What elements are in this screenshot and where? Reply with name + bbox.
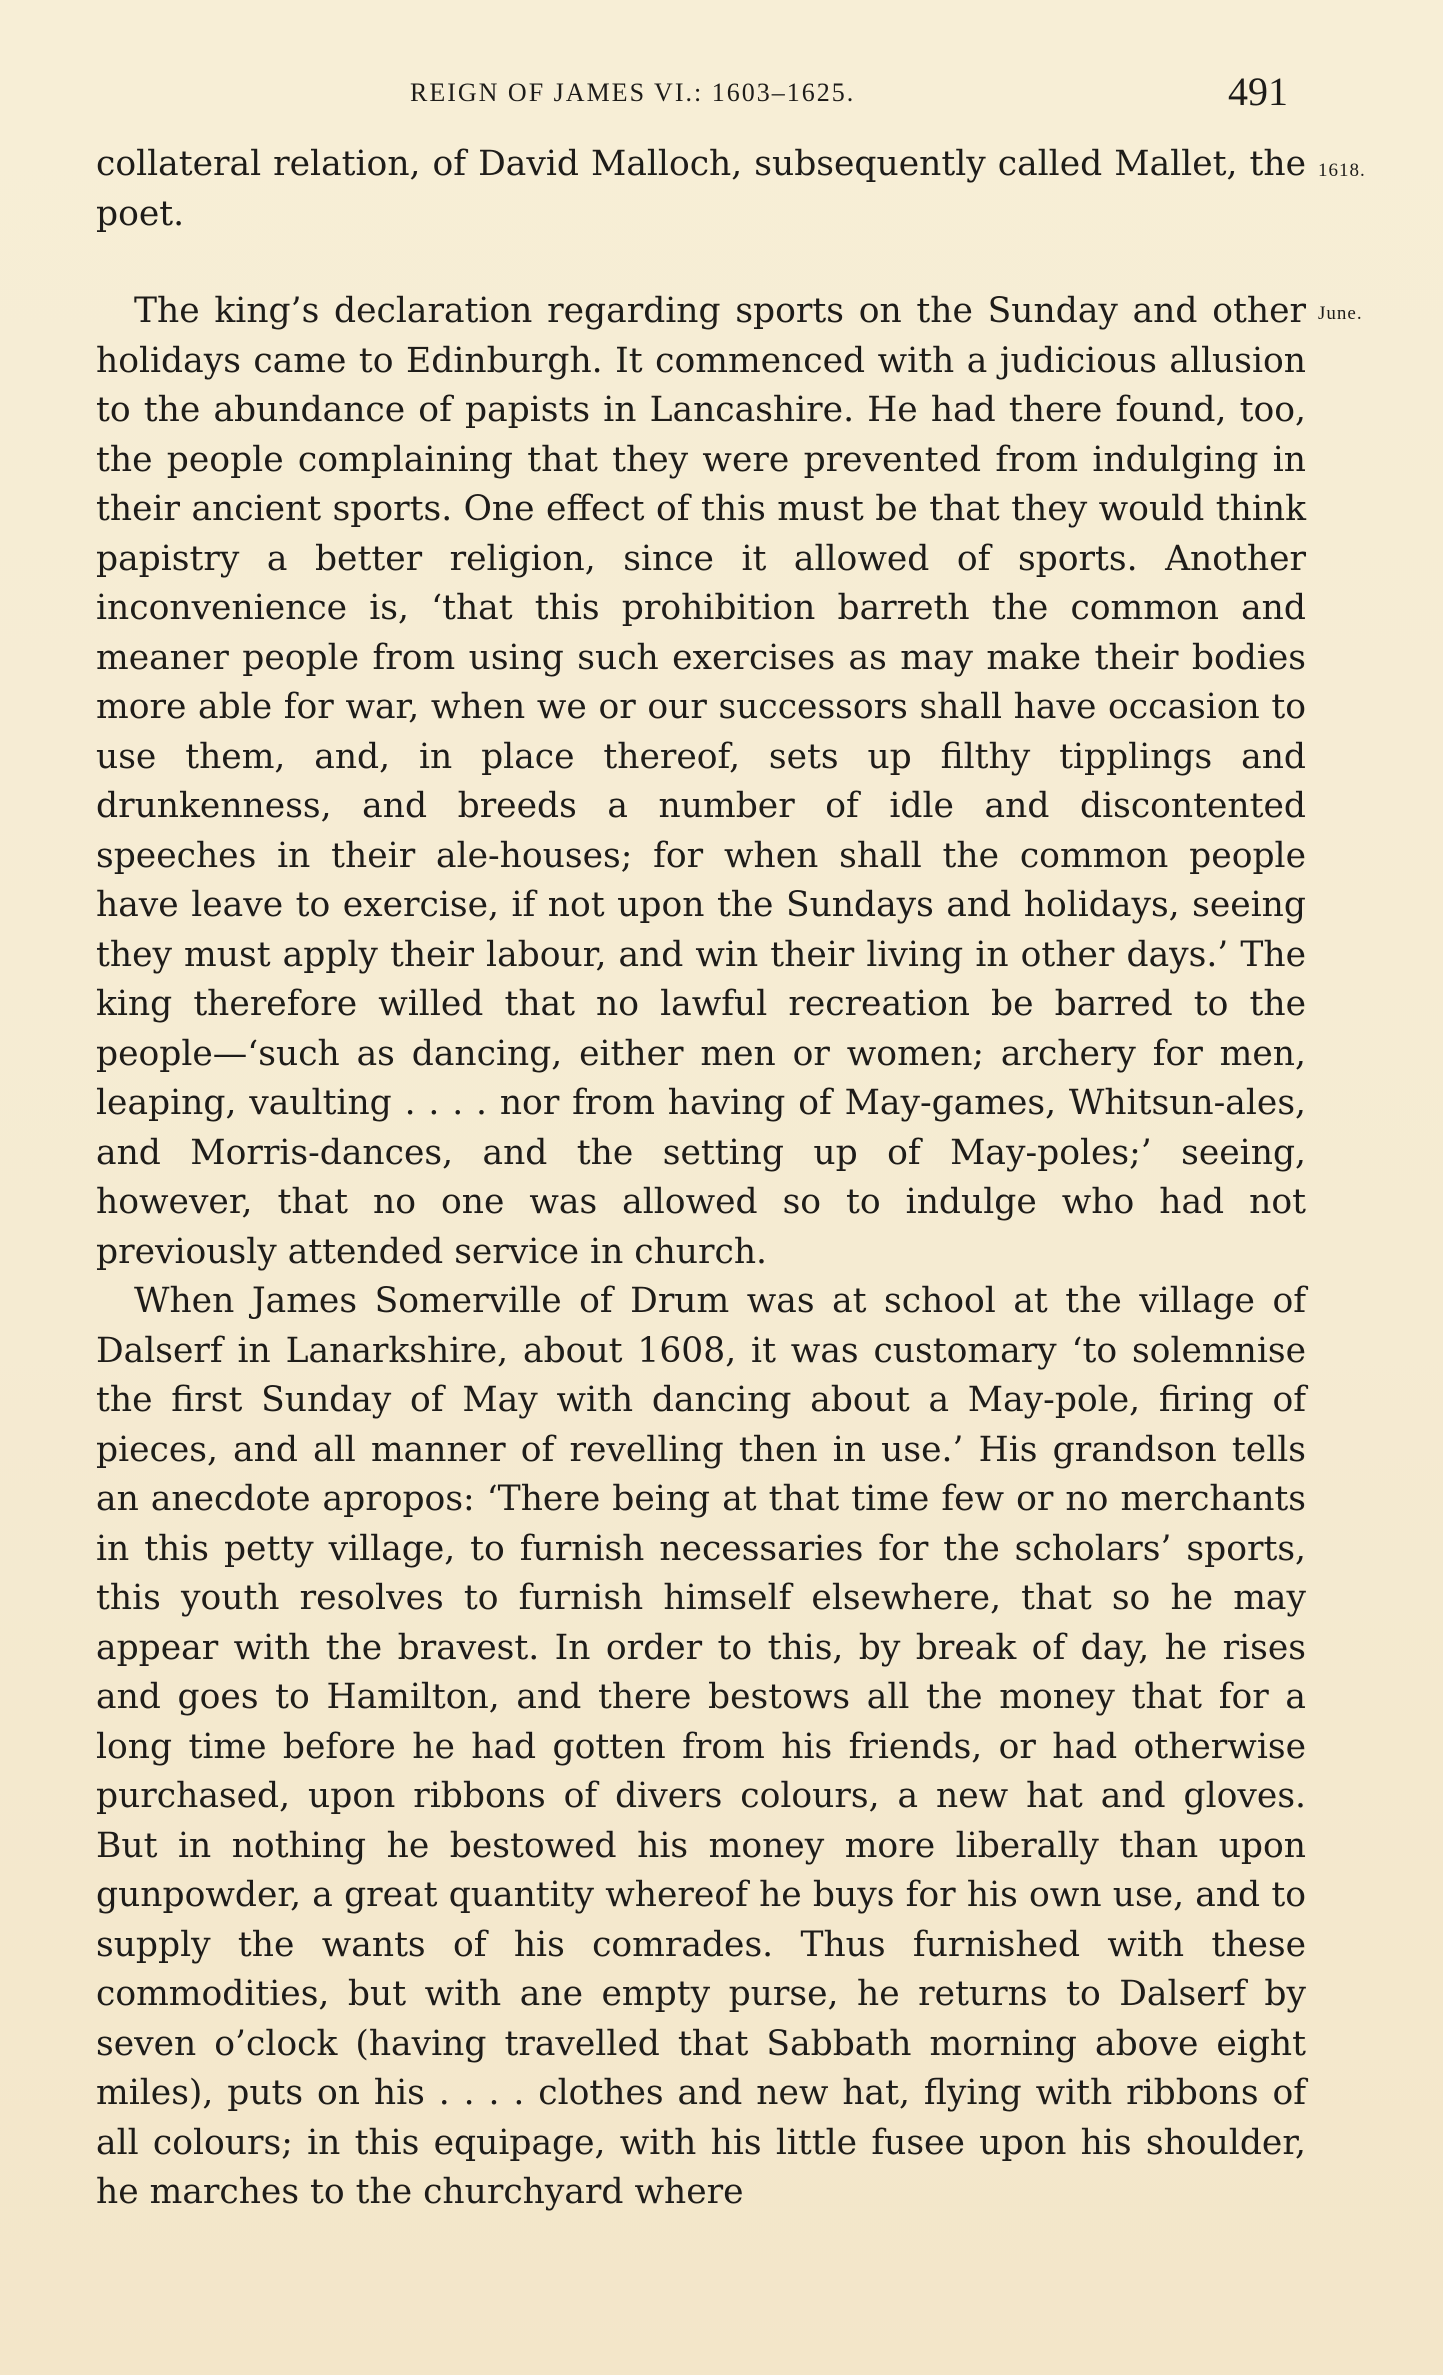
page-number: 491	[1228, 69, 1288, 114]
margin-note-year: 1618.	[1318, 160, 1366, 181]
margin-note-month: June.	[1318, 303, 1363, 324]
running-title: REIGN OF JAMES VI.: 1603–1625.	[410, 78, 856, 107]
section-gap	[96, 239, 1306, 287]
running-head	[0, 68, 1443, 128]
body-text	[96, 140, 1306, 2218]
paragraph-somerville-anecdote: When James Somerville of Drum was at school at the village of Dalserf in Lanarkshire, about 1608, it was customary ‘to solemnise the first Sunday of May with dancing about a May-pole, firing of pieces, and all manner of revelling then in use.’ His grandson tells an anecdote apropos: ‘There being at that time few or no merchants in this petty village, to furnish necessaries for the scholars’ sports, this youth resolves to furnish himself elsewhere, that so he may appear with the bravest. In order to this, by break of day, he rises and goes to Hamilton, and there bestows all the money that for a long time before he had gotten from his friends, or had otherwise purchased, upon ribbons of divers colours, a new hat and gloves. But in nothing he bestowed his money more liberally than upon gunpowder, a great quantity whereof he buys for his own use, and to supply the wants of his comrades. Thus furnished with these commodities, but with ane empty purse, he returns to Dalserf by seven o’clock (having travelled that Sabbath morning above eight miles), puts on his . . . . clothes and new hat, flying with ribbons of all colours; in this equipage, with his little fusee upon his shoulder, he marches to the churchyard where	[96, 1281, 1306, 2212]
paragraph-declaration-of-sports: The king’s declaration regarding sports on the Sunday and other holidays came to Edinburgh. It commenced with a judicious allusion to the abundance of papists in Lancashire. He had there found, too, the people complaining that they were prevented from indulging in their ancient sports. One effect of this must be that they would think papistry a better religion, since it allowed of sports. Another inconvenience is, ‘that this prohibition barreth the common and meaner people from using such exercises as may make their bodies more able for war, when we or our successors shall have occasion to use them, and, in place thereof, sets up filthy tipplings and drunkenness, and breeds a number of idle and discontented speeches in their ale-houses; for when shall the common people have leave to exercise, if not upon the Sundays and holidays, seeing they must apply their labour, and win their living in other days.’ The king therefore willed that no lawful recreation be barred to the people—‘such as dancing, either men or women; archery for men, leaping, vaulting . . . . nor from having of May-games, Whitsun-ales, and Morris-dances, and the setting up of May-poles;’ seeing, however, that no one was allowed so to indulge who had not previously attended service in church.	[96, 291, 1306, 1272]
paragraph-continuation: collateral relation, of David Malloch, subsequently called Mallet, the poet.	[96, 144, 1306, 234]
